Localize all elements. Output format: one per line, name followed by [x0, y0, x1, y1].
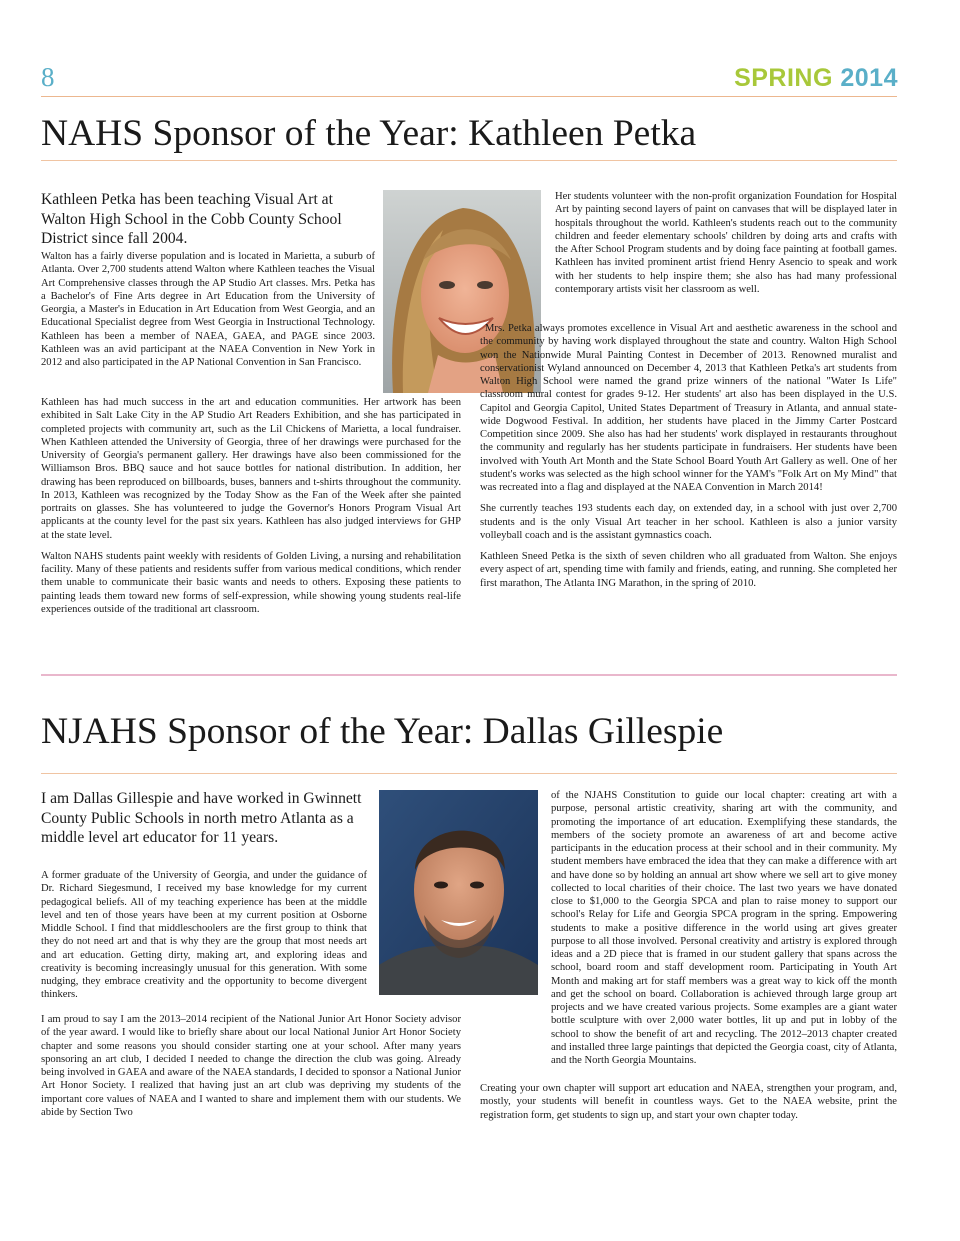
article-divider [41, 674, 897, 676]
dallas-gillespie-photo [379, 790, 538, 995]
article-1-lead: Kathleen Petka has been teaching Visual Art at Walton High School in the Cobb County School District since fall 2004. [41, 191, 342, 247]
header-rule [41, 96, 897, 97]
article-2-lead: I am Dallas Gillespie and have worked in Gwinnett County Public Schools in north metro Atlanta as a middle level art educator for 11 years. [41, 790, 362, 846]
article-1-left-full [41, 396, 461, 624]
article-2-title: NJAHS Sponsor of the Year: Dallas Gillespie [41, 711, 724, 752]
article-1-paragraph: Mrs. Petka always promotes excellence in Visual Art and aesthetic awareness in the school and the community by having work displayed throughout the state and country. Walton High School won the Nationwide Mural Painting Contest in December of 2013. Renowned muralist and conservationist Wyland announced on December 4, 2013 that Kathleen Petka's art students from Walton High School were named the grand prize winners of the national "Water Is Life" classroom mural contest for grades 9-12. Her students' art also has been displayed in the U.S. Capitol and Georgia Capitol, United States Department of Treasury in Atlanta, and annual state-wide Dogwood Festival. In addition, her students have placed in the Jimmy Carter Postcard Competition since 2009. She also has had her students' work displayed in restaurants throughout the community and regularly has her students participate in fundraisers. Her students have been involved with Youth Art Month and the State School Board Youth Art Gallery as well. One of her student's works was selected as the high school winner for the YAM's "Folk Art on My Mind" that was recreated into a flag and displayed at the NAEA Convention in March 2014! [480, 323, 897, 493]
issue-season [734, 64, 898, 93]
season-word: SPRING [734, 64, 833, 92]
article-1-paragraph: Kathleen Sneed Petka is the sixth of seven children who all graduated from Walton. She enjoys every aspect of art, spending time with family and friends, eating, and running. She completed her first marathon, The Atlanta ING Marathon, in the spring of 2010. [480, 551, 897, 589]
article-1-paragraph: Her students volunteer with the non-profit organization Foundation for Hospital Art by painting second layers of paint on canvases that will be displayed later in hospitals throughout the world. Kathleen's students reach out to the community children and feeder elementary schools' children by doing arts and crafts with the After School Program students and by doing face painting at football games. Kathleen has invited prominent artist friend Henry Asencio to speak and work with her students to help inspire them; she also has had many professional contemporary artists visit her classroom as well. [555, 191, 897, 295]
article-2-paragraph: A former graduate of the University of Georgia, and under the guidance of Dr. Richard Siegesmund, I received my base knowledge for my current pedagogical beliefs. All of my teaching experience has been at the middle level and ten of those years have been at my current position at Osborne Middle School. I find that middleschoolers are the first group to think that they do not need art and that is why they are the group that most needs art and art education. Getting dirty, making art, and exploring ideas and creativity is becoming increasingly unusual for this generation. With some nudging, they embrace creativity and the opportunity to become divergent thinkers. [41, 870, 367, 1001]
article-2-title-rule [41, 773, 897, 774]
article-1-right-lower [480, 322, 897, 598]
article-1-title-rule [41, 160, 897, 161]
article-1-left-paragraph: Walton has a fairly diverse population and is located in Marietta, a suburb of Atlanta. Over 2,700 students attend Walton where Kathleen teaches the Visual Art Comprehensive classes through the AP Studio Art classes. Mrs. Petka has a Bachelor's of Fine Arts degree in Art Education from the University of Georgia, a Master's in Education in Art Education from West Georgia, and an Educational Specialist degree from West Georgia in Instructional Technology. Kathleen has been a member of NAEA, GAEA, and PAGE since 2003. Kathleen was an avid participant at the NAEA Convention in New York in 2012 and also participated in the AP National Convention in San Francisco. [41, 251, 375, 368]
article-2-right-lower [480, 1082, 897, 1130]
article-1-paragraph: Kathleen has had much success in the art and education communities. Her artwork has been exhibited in Salt Lake City in the AP Studio Art Readers Exhibition, and she has participated in completed projects with community art, such as the Lil Chickens of Marietta, a local fundraiser. When Kathleen attended the University of Georgia, three of her drawings were purchased for the University of Georgia's permanent gallery. Her drawings have also been commissioned for the Williamson Bros. BBQ sauce and hot sauce bottles for national distribution. In addition, her drawing has been reproduced on billboards, buses, banners and t-shirts throughout the community. In 2013, Kathleen was recognized by the Today Show as the Fan of the Week after she painted portraits on glasses. She has volunteered to judge the Governor's Honors Program Visual Art applicants at the county level for the past six years. Kathleen has also judged interviews for GHP at the state level. [41, 397, 461, 541]
article-2-right-column [551, 789, 897, 1066]
article-2-left-column [41, 869, 367, 1010]
article-2-left-lower [41, 1013, 461, 1127]
article-1-paragraph: She currently teaches 193 students each day, on extended day, in a school with just over 2,700 students and is the only Visual Art teacher in her school. Kathleen is also a junior varsity volleyball coach and is the assistant gymnastics coach. [480, 503, 897, 541]
season-year: 2014 [840, 64, 898, 92]
article-1-title: NAHS Sponsor of the Year: Kathleen Petka [41, 113, 697, 154]
article-2-paragraph: Creating your own chapter will support art education and NAEA, strengthen your program, and, mostly, your students will benefit in countless ways. Get to the NAEA website, print the registration form, get students to sign up, and start your own chapter today. [480, 1083, 897, 1121]
article-2-paragraph: I am proud to say I am the 2013–2014 recipient of the National Junior Art Honor Society advisor of the year award. I would like to briefly share about our local National Junior Art Honor Society chapter and some reasons you should consider starting one at your school. After many years sponsoring an art club, I decided I needed to change the direction the club was going. Already being involved in GAEA and aware of the NAEA standards, I decided to sponsor a National Junior Art Honor Society. I realized that having just an art club was depriving my students of the important core values of NAEA and I wanted to share and implement them with our students. We abide by Section Two [41, 1014, 461, 1118]
article-2-paragraph-top: of the NJAHS Constitution to guide our local chapter: creating art with a purpose, personal artistic creativity, sharing art with the community, and promoting the importance of art education. Exemplifying these standards, the members of the society promote an awareness of art and become active participants in the education process at their school and in their community. My student members have embraced the idea that they can make a difference with art and have done so by holding an annual art show where we sell art to give money collected to local charities of their choice. The last two years we have donated close to $1,000 to the Georgia SPCA and plan to raise money to support our school's Relay for Life and Georgia SPCA program in the spring. Empowering students to make a positive difference in the world using art gives greater purpose to all those involved. Personal creativity and artistry is explored through ideas and a 2D piece that is framed in our student gallery that spans across the school, board room and staff development room. Participating in Youth Art Month and making art for staff members was a great way to kick off the month and get the school on board. Collaboration is achieved through large group art projects and we have created various projects. Some examples are a giant water bottle sculpture with over 2,000 water bottles, lit up and put in lobby of the school to show the benefit of art and recycling. The 2012–2013 chapter created and installed three large paintings that depicted the Georgia coast, city of Atlanta, and the North Georgia Mountains. [551, 790, 897, 1066]
article-1-left-column [41, 250, 375, 377]
article-1-right-column [555, 190, 897, 304]
page-number: 8 [41, 62, 55, 92]
article-1-paragraph: Walton NAHS students paint weekly with residents of Golden Living, a nursing and rehabilitation facility. Many of these patients and residents suffer from various medical conditions, which render them unable to communicate their basic wants and needs to others. Exposing these patients to painting leads them toward new forms of self-expression, while showing young students real-life experiences outside of the traditional art classroom. [41, 550, 461, 615]
